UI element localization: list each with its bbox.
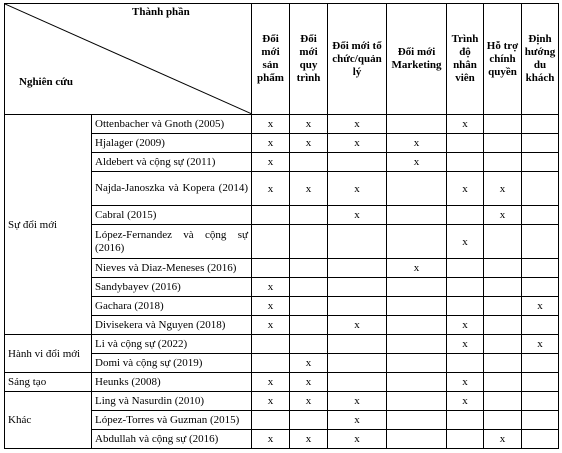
mark-cell: x: [252, 172, 290, 206]
study-cell: Sandybayev (2016): [92, 278, 252, 297]
mark-cell: x: [484, 172, 522, 206]
empty-cell: [484, 153, 522, 172]
empty-cell: [447, 297, 484, 316]
empty-cell: [328, 354, 387, 373]
study-cell: López-Fernandez và cộng sự (2016): [92, 225, 252, 259]
empty-cell: [484, 278, 522, 297]
study-components-table: [4, 3, 559, 449]
empty-cell: [387, 335, 447, 354]
header-organizational-innovation: Đổi mới tổ chức/quản lý: [328, 4, 387, 115]
header-process-innovation: Đổi mới quy trình: [290, 4, 328, 115]
mark-cell: x: [328, 115, 387, 134]
empty-cell: [290, 297, 328, 316]
header-marketing-innovation: Đổi mới Marketing: [387, 4, 447, 115]
mark-cell: x: [328, 134, 387, 153]
study-cell: Ling và Nasurdin (2010): [92, 392, 252, 411]
table-row: [5, 373, 559, 392]
empty-cell: [522, 225, 559, 259]
header-corner-cell: [5, 4, 252, 115]
empty-cell: [387, 206, 447, 225]
mark-cell: x: [290, 430, 328, 449]
empty-cell: [484, 335, 522, 354]
empty-cell: [387, 373, 447, 392]
empty-cell: [252, 335, 290, 354]
empty-cell: [484, 297, 522, 316]
empty-cell: [252, 411, 290, 430]
empty-cell: [447, 153, 484, 172]
mark-cell: x: [387, 259, 447, 278]
empty-cell: [328, 297, 387, 316]
mark-cell: x: [290, 392, 328, 411]
empty-cell: [290, 206, 328, 225]
mark-cell: x: [522, 335, 559, 354]
empty-cell: [290, 278, 328, 297]
study-cell: Najda-Janoszka và Kopera (2014): [92, 172, 252, 206]
empty-cell: [484, 316, 522, 335]
mark-cell: x: [387, 134, 447, 153]
empty-cell: [522, 172, 559, 206]
empty-cell: [522, 206, 559, 225]
empty-cell: [447, 134, 484, 153]
empty-cell: [522, 392, 559, 411]
mark-cell: x: [290, 172, 328, 206]
mark-cell: x: [328, 206, 387, 225]
study-cell: Nieves và Diaz-Meneses (2016): [92, 259, 252, 278]
study-cell: Hjalager (2009): [92, 134, 252, 153]
empty-cell: [290, 411, 328, 430]
study-cell: Li và cộng sự (2022): [92, 335, 252, 354]
mark-cell: x: [252, 392, 290, 411]
empty-cell: [447, 278, 484, 297]
group-cell: Khác: [5, 392, 92, 449]
table-row: [5, 392, 559, 411]
empty-cell: [290, 316, 328, 335]
empty-cell: [387, 115, 447, 134]
group-cell: Sáng tạo: [5, 373, 92, 392]
header-product-innovation: Đổi mới sản phẩm: [252, 4, 290, 115]
mark-cell: x: [252, 316, 290, 335]
empty-cell: [522, 430, 559, 449]
study-cell: Ottenbacher và Gnoth (2005): [92, 115, 252, 134]
mark-cell: x: [447, 373, 484, 392]
empty-cell: [387, 278, 447, 297]
empty-cell: [290, 259, 328, 278]
group-cell: Sự đổi mới: [5, 115, 92, 335]
mark-cell: x: [447, 115, 484, 134]
empty-cell: [522, 134, 559, 153]
empty-cell: [522, 316, 559, 335]
mark-cell: x: [387, 153, 447, 172]
group-cell: Hành vi đổi mới: [5, 335, 92, 373]
empty-cell: [484, 115, 522, 134]
empty-cell: [484, 134, 522, 153]
empty-cell: [328, 153, 387, 172]
empty-cell: [290, 225, 328, 259]
mark-cell: x: [328, 172, 387, 206]
study-cell: López-Torres và Guzman (2015): [92, 411, 252, 430]
empty-cell: [290, 153, 328, 172]
mark-cell: x: [252, 278, 290, 297]
empty-cell: [252, 354, 290, 373]
empty-cell: [387, 392, 447, 411]
study-cell: Abdullah và cộng sự (2016): [92, 430, 252, 449]
study-components-table-wrap: [4, 3, 559, 449]
empty-cell: [252, 225, 290, 259]
empty-cell: [387, 316, 447, 335]
table-row: [5, 115, 559, 134]
mark-cell: x: [290, 115, 328, 134]
empty-cell: [328, 373, 387, 392]
empty-cell: [447, 430, 484, 449]
empty-cell: [387, 297, 447, 316]
empty-cell: [484, 225, 522, 259]
mark-cell: x: [522, 297, 559, 316]
empty-cell: [484, 354, 522, 373]
empty-cell: [447, 259, 484, 278]
mark-cell: x: [252, 134, 290, 153]
empty-cell: [522, 259, 559, 278]
empty-cell: [522, 278, 559, 297]
header-staff-qualification: Trình độ nhân viên: [447, 4, 484, 115]
mark-cell: x: [328, 411, 387, 430]
empty-cell: [328, 225, 387, 259]
mark-cell: x: [252, 373, 290, 392]
mark-cell: x: [328, 316, 387, 335]
mark-cell: x: [328, 392, 387, 411]
diagonal-divider: [5, 4, 252, 114]
study-cell: Cabral (2015): [92, 206, 252, 225]
empty-cell: [252, 206, 290, 225]
empty-cell: [387, 225, 447, 259]
mark-cell: x: [252, 153, 290, 172]
empty-cell: [522, 373, 559, 392]
empty-cell: [328, 259, 387, 278]
empty-cell: [484, 411, 522, 430]
mark-cell: x: [328, 430, 387, 449]
mark-cell: x: [252, 430, 290, 449]
mark-cell: x: [447, 172, 484, 206]
empty-cell: [290, 335, 328, 354]
empty-cell: [387, 430, 447, 449]
empty-cell: [522, 354, 559, 373]
studies-label: Nghiên cứu: [19, 76, 73, 88]
empty-cell: [484, 259, 522, 278]
table-body: [5, 115, 559, 449]
empty-cell: [387, 411, 447, 430]
study-cell: Heunks (2008): [92, 373, 252, 392]
empty-cell: [447, 411, 484, 430]
mark-cell: x: [252, 115, 290, 134]
mark-cell: x: [290, 373, 328, 392]
study-cell: Divisekera và Nguyen (2018): [92, 316, 252, 335]
empty-cell: [447, 354, 484, 373]
mark-cell: x: [252, 297, 290, 316]
empty-cell: [328, 278, 387, 297]
empty-cell: [484, 373, 522, 392]
mark-cell: x: [290, 354, 328, 373]
empty-cell: [328, 335, 387, 354]
empty-cell: [447, 206, 484, 225]
mark-cell: x: [447, 316, 484, 335]
mark-cell: x: [447, 335, 484, 354]
empty-cell: [387, 354, 447, 373]
study-cell: Aldebert và cộng sự (2011): [92, 153, 252, 172]
mark-cell: x: [484, 206, 522, 225]
mark-cell: x: [484, 430, 522, 449]
mark-cell: x: [447, 392, 484, 411]
mark-cell: x: [290, 134, 328, 153]
empty-cell: [252, 259, 290, 278]
empty-cell: [522, 411, 559, 430]
empty-cell: [387, 172, 447, 206]
empty-cell: [522, 153, 559, 172]
header-government-support: Hỗ trợ chính quyền: [484, 4, 522, 115]
study-cell: Domi và cộng sự (2019): [92, 354, 252, 373]
header-tourist-orientation: Định hướng du khách: [522, 4, 559, 115]
empty-cell: [522, 115, 559, 134]
study-cell: Gachara (2018): [92, 297, 252, 316]
components-label: Thành phần: [132, 6, 190, 18]
empty-cell: [484, 392, 522, 411]
mark-cell: x: [447, 225, 484, 259]
table-row: [5, 335, 559, 354]
